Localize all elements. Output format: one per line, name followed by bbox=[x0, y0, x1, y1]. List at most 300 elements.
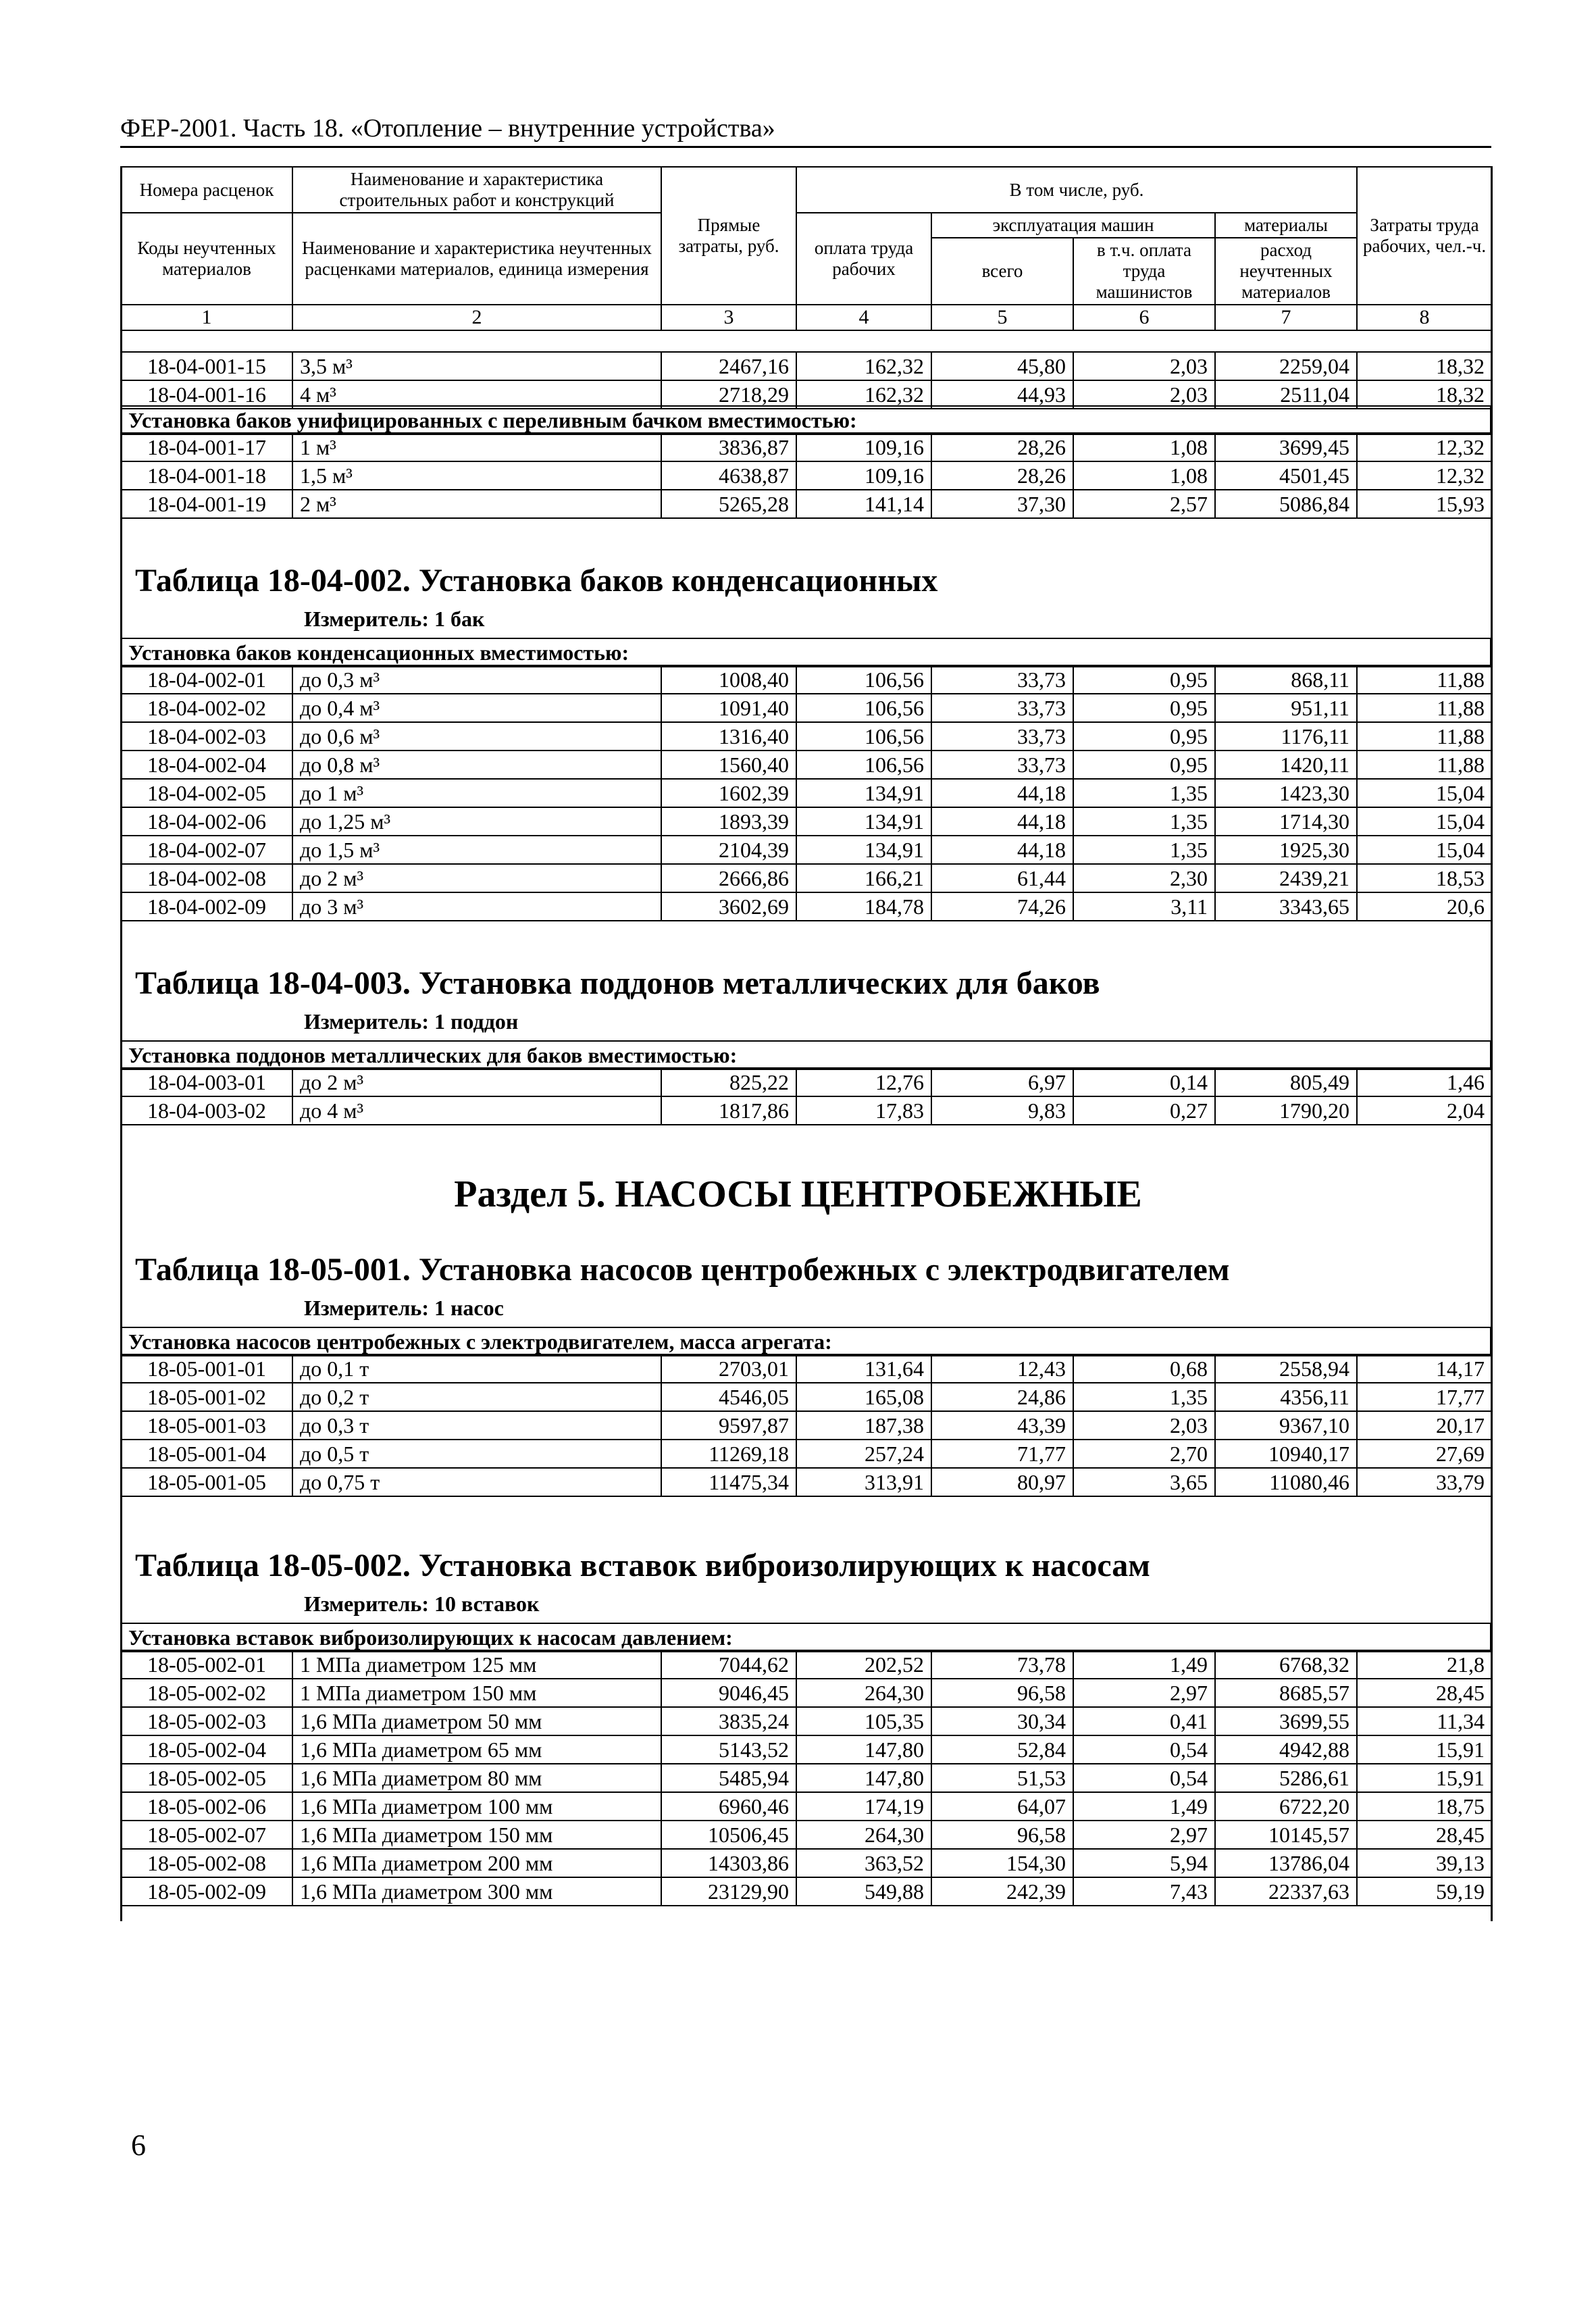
table-18-04-001-rows bbox=[120, 351, 1493, 409]
row-direct-cost: 14303,86 bbox=[661, 1849, 796, 1877]
row-machines-total: 37,30 bbox=[931, 490, 1073, 518]
row-wage: 106,56 bbox=[796, 665, 931, 694]
table-title: Таблица 18-04-003. Установка поддонов металлических для баков bbox=[135, 965, 1100, 1001]
row-materials: 6722,20 bbox=[1215, 1792, 1357, 1821]
row-direct-cost: 10506,45 bbox=[661, 1821, 796, 1849]
row-wage: 141,14 bbox=[796, 490, 931, 518]
row-labor: 11,88 bbox=[1357, 722, 1492, 751]
row-machinist-wage: 0,95 bbox=[1073, 665, 1215, 694]
row-machines-total: 28,26 bbox=[931, 433, 1073, 461]
row-machines-total: 96,58 bbox=[931, 1821, 1073, 1849]
row-machines-total: 30,34 bbox=[931, 1707, 1073, 1735]
row-machines-total: 44,18 bbox=[931, 836, 1073, 864]
row-materials: 13786,04 bbox=[1215, 1849, 1357, 1877]
row-name: 1 МПа диаметром 125 мм bbox=[292, 1650, 661, 1679]
table-row bbox=[121, 380, 1492, 409]
row-machines-total: 33,73 bbox=[931, 751, 1073, 779]
row-wage: 109,16 bbox=[796, 461, 931, 490]
row-machines-total: 96,58 bbox=[931, 1679, 1073, 1707]
row-materials: 1925,30 bbox=[1215, 836, 1357, 864]
row-code: 18-05-001-01 bbox=[121, 1354, 292, 1383]
table-row bbox=[121, 864, 1492, 892]
row-direct-cost: 3835,24 bbox=[661, 1707, 796, 1735]
row-machines-total: 80,97 bbox=[931, 1468, 1073, 1496]
row-wage: 187,38 bbox=[796, 1411, 931, 1440]
row-name: 1,6 МПа диаметром 300 мм bbox=[292, 1877, 661, 1906]
table-row bbox=[121, 1650, 1492, 1679]
row-name: 2 м³ bbox=[292, 490, 661, 518]
row-labor: 59,19 bbox=[1357, 1877, 1492, 1906]
row-materials: 3699,55 bbox=[1215, 1707, 1357, 1735]
row-wage: 202,52 bbox=[796, 1650, 931, 1679]
row-wage: 363,52 bbox=[796, 1849, 931, 1877]
table-row bbox=[121, 1764, 1492, 1792]
row-materials: 2511,04 bbox=[1215, 380, 1357, 409]
table-row bbox=[121, 1468, 1492, 1496]
row-direct-cost: 7044,62 bbox=[661, 1650, 796, 1679]
row-wage: 174,19 bbox=[796, 1792, 931, 1821]
row-materials: 11080,46 bbox=[1215, 1468, 1357, 1496]
row-wage: 131,64 bbox=[796, 1354, 931, 1383]
row-labor: 15,04 bbox=[1357, 836, 1492, 864]
table-18-05-002-section bbox=[120, 1623, 1491, 1652]
row-direct-cost: 2104,39 bbox=[661, 836, 796, 864]
row-materials: 4501,45 bbox=[1215, 461, 1357, 490]
row-materials: 10145,57 bbox=[1215, 1821, 1357, 1849]
row-wage: 109,16 bbox=[796, 433, 931, 461]
row-name: до 2 м³ bbox=[292, 1068, 661, 1096]
row-name: 1,6 МПа диаметром 200 мм bbox=[292, 1849, 661, 1877]
section-heading: Установка баков конденсационных вместимостью: bbox=[121, 638, 1491, 667]
row-wage: 162,32 bbox=[796, 352, 931, 380]
col-index: 7 bbox=[1215, 305, 1357, 330]
row-labor: 15,91 bbox=[1357, 1735, 1492, 1764]
row-machines-total: 73,78 bbox=[931, 1650, 1073, 1679]
row-materials: 3343,65 bbox=[1215, 892, 1357, 921]
row-code: 18-04-002-01 bbox=[121, 665, 292, 694]
table-row bbox=[121, 1821, 1492, 1849]
row-direct-cost: 1091,40 bbox=[661, 694, 796, 722]
row-wage: 549,88 bbox=[796, 1877, 931, 1906]
table-row bbox=[121, 1068, 1492, 1096]
table-row bbox=[121, 694, 1492, 722]
row-machinist-wage: 2,70 bbox=[1073, 1440, 1215, 1468]
table-row bbox=[121, 807, 1492, 836]
row-direct-cost: 2666,86 bbox=[661, 864, 796, 892]
table-18-04-001-section bbox=[120, 405, 1491, 435]
row-code: 18-05-002-08 bbox=[121, 1849, 292, 1877]
col-unaccounted-materials-header: расход неучтенных материалов bbox=[1215, 238, 1357, 305]
row-materials: 1420,11 bbox=[1215, 751, 1357, 779]
measure-unit: Измеритель: 1 поддон bbox=[304, 1009, 519, 1034]
section-title: Раздел 5. НАСОСЫ ЦЕНТРОБЕЖНЫЕ bbox=[454, 1173, 1142, 1215]
row-name: до 1,5 м³ bbox=[292, 836, 661, 864]
row-code: 18-05-002-07 bbox=[121, 1821, 292, 1849]
row-name: 1,6 МПа диаметром 100 мм bbox=[292, 1792, 661, 1821]
row-code: 18-05-002-01 bbox=[121, 1650, 292, 1679]
row-wage: 134,91 bbox=[796, 807, 931, 836]
row-name: 1,6 МПа диаметром 150 мм bbox=[292, 1821, 661, 1849]
row-materials: 3699,45 bbox=[1215, 433, 1357, 461]
row-name: до 1,25 м³ bbox=[292, 807, 661, 836]
row-direct-cost: 3836,87 bbox=[661, 433, 796, 461]
row-materials: 9367,10 bbox=[1215, 1411, 1357, 1440]
row-materials: 805,49 bbox=[1215, 1068, 1357, 1096]
row-machinist-wage: 1,35 bbox=[1073, 1383, 1215, 1411]
header-rule bbox=[120, 146, 1491, 148]
row-machinist-wage: 0,54 bbox=[1073, 1735, 1215, 1764]
row-name: до 4 м³ bbox=[292, 1096, 661, 1125]
row-code: 18-04-002-03 bbox=[121, 722, 292, 751]
table-row bbox=[121, 1411, 1492, 1440]
row-wage: 106,56 bbox=[796, 694, 931, 722]
table-row bbox=[121, 1354, 1492, 1383]
row-machines-total: 9,83 bbox=[931, 1096, 1073, 1125]
row-wage: 264,30 bbox=[796, 1679, 931, 1707]
table-row bbox=[121, 1792, 1492, 1821]
col-codes-header: Номера расценок bbox=[121, 167, 292, 213]
row-machinist-wage: 2,97 bbox=[1073, 1821, 1215, 1849]
row-name: до 0,75 т bbox=[292, 1468, 661, 1496]
row-name: 1 м³ bbox=[292, 433, 661, 461]
row-materials: 2558,94 bbox=[1215, 1354, 1357, 1383]
row-machines-total: 6,97 bbox=[931, 1068, 1073, 1096]
row-wage: 134,91 bbox=[796, 779, 931, 807]
row-labor: 2,04 bbox=[1357, 1096, 1492, 1125]
row-machinist-wage: 1,49 bbox=[1073, 1792, 1215, 1821]
row-materials: 22337,63 bbox=[1215, 1877, 1357, 1906]
row-name: до 0,8 м³ bbox=[292, 751, 661, 779]
row-labor: 18,32 bbox=[1357, 352, 1492, 380]
row-wage: 106,56 bbox=[796, 751, 931, 779]
row-code: 18-04-002-02 bbox=[121, 694, 292, 722]
table-row bbox=[121, 1440, 1492, 1468]
col-index: 5 bbox=[931, 305, 1073, 330]
row-direct-cost: 9597,87 bbox=[661, 1411, 796, 1440]
row-labor: 28,45 bbox=[1357, 1679, 1492, 1707]
row-code: 18-05-001-04 bbox=[121, 1440, 292, 1468]
row-machinist-wage: 1,35 bbox=[1073, 836, 1215, 864]
row-labor: 20,6 bbox=[1357, 892, 1492, 921]
row-direct-cost: 1602,39 bbox=[661, 779, 796, 807]
table-row bbox=[121, 1707, 1492, 1735]
table-row bbox=[121, 1383, 1492, 1411]
col-machines-header: эксплуатация машин bbox=[931, 213, 1215, 238]
row-machinist-wage: 0,68 bbox=[1073, 1354, 1215, 1383]
table-18-05-001-rows bbox=[120, 1354, 1493, 1497]
section-heading: Установка поддонов металлических для баков вместимостью: bbox=[121, 1041, 1491, 1069]
row-machines-total: 74,26 bbox=[931, 892, 1073, 921]
row-name: 1,6 МПа диаметром 50 мм bbox=[292, 1707, 661, 1735]
row-code: 18-05-002-03 bbox=[121, 1707, 292, 1735]
table-row bbox=[121, 1735, 1492, 1764]
row-materials: 10940,17 bbox=[1215, 1440, 1357, 1468]
row-machinist-wage: 0,95 bbox=[1073, 722, 1215, 751]
row-direct-cost: 1560,40 bbox=[661, 751, 796, 779]
row-name: до 1 м³ bbox=[292, 779, 661, 807]
row-materials: 1714,30 bbox=[1215, 807, 1357, 836]
row-labor: 18,53 bbox=[1357, 864, 1492, 892]
row-materials: 6768,32 bbox=[1215, 1650, 1357, 1679]
row-materials: 5286,61 bbox=[1215, 1764, 1357, 1792]
row-direct-cost: 1893,39 bbox=[661, 807, 796, 836]
row-wage: 165,08 bbox=[796, 1383, 931, 1411]
row-code: 18-04-002-05 bbox=[121, 779, 292, 807]
row-labor: 18,75 bbox=[1357, 1792, 1492, 1821]
row-direct-cost: 5143,52 bbox=[661, 1735, 796, 1764]
section-heading: Установка баков унифицированных с переливным бачком вместимостью: bbox=[121, 406, 1491, 434]
row-machinist-wage: 2,97 bbox=[1073, 1679, 1215, 1707]
row-direct-cost: 1316,40 bbox=[661, 722, 796, 751]
row-direct-cost: 2718,29 bbox=[661, 380, 796, 409]
row-machinist-wage: 3,11 bbox=[1073, 892, 1215, 921]
row-labor: 17,77 bbox=[1357, 1383, 1492, 1411]
table-18-04-001-rows-2 bbox=[120, 432, 1493, 519]
col-wage-header: оплата труда рабочих bbox=[796, 213, 931, 305]
table-row bbox=[121, 836, 1492, 864]
row-machines-total: 44,18 bbox=[931, 779, 1073, 807]
row-direct-cost: 4638,87 bbox=[661, 461, 796, 490]
col-index: 3 bbox=[661, 305, 796, 330]
col-materials-header: материалы bbox=[1215, 213, 1357, 238]
table-title: Таблица 18-04-002. Установка баков конденсационных bbox=[135, 563, 938, 599]
row-machinist-wage: 1,35 bbox=[1073, 779, 1215, 807]
row-direct-cost: 1817,86 bbox=[661, 1096, 796, 1125]
row-machinist-wage: 0,95 bbox=[1073, 694, 1215, 722]
row-machinist-wage: 2,57 bbox=[1073, 490, 1215, 518]
measure-unit: Измеритель: 10 вставок bbox=[304, 1592, 540, 1616]
row-machines-total: 71,77 bbox=[931, 1440, 1073, 1468]
row-labor: 11,88 bbox=[1357, 751, 1492, 779]
row-machines-total: 33,73 bbox=[931, 722, 1073, 751]
row-machinist-wage: 0,27 bbox=[1073, 1096, 1215, 1125]
row-code: 18-04-002-07 bbox=[121, 836, 292, 864]
table-18-04-003-section bbox=[120, 1040, 1491, 1070]
table-row bbox=[121, 433, 1492, 461]
table-title: Таблица 18-05-002. Установка вставок виброизолирующих к насосам bbox=[135, 1548, 1150, 1583]
row-wage: 147,80 bbox=[796, 1735, 931, 1764]
table-title: Таблица 18-05-001. Установка насосов центробежных с электродвигателем bbox=[135, 1252, 1230, 1288]
row-code: 18-04-001-19 bbox=[121, 490, 292, 518]
row-machines-total: 51,53 bbox=[931, 1764, 1073, 1792]
row-labor: 39,13 bbox=[1357, 1849, 1492, 1877]
row-direct-cost: 825,22 bbox=[661, 1068, 796, 1096]
row-machines-total: 33,73 bbox=[931, 665, 1073, 694]
table-row bbox=[121, 1849, 1492, 1877]
row-name: 1,6 МПа диаметром 80 мм bbox=[292, 1764, 661, 1792]
table-row bbox=[121, 490, 1492, 518]
row-code: 18-05-001-05 bbox=[121, 1468, 292, 1496]
row-code: 18-04-001-18 bbox=[121, 461, 292, 490]
row-name: 3,5 м³ bbox=[292, 352, 661, 380]
row-code: 18-04-003-02 bbox=[121, 1096, 292, 1125]
page-number: 6 bbox=[131, 2129, 146, 2162]
row-machinist-wage: 2,03 bbox=[1073, 352, 1215, 380]
table-row bbox=[121, 892, 1492, 921]
col-index: 4 bbox=[796, 305, 931, 330]
row-direct-cost: 2467,16 bbox=[661, 352, 796, 380]
row-direct-cost: 6960,46 bbox=[661, 1792, 796, 1821]
row-machines-total: 154,30 bbox=[931, 1849, 1073, 1877]
row-labor: 11,88 bbox=[1357, 694, 1492, 722]
row-machinist-wage: 1,08 bbox=[1073, 433, 1215, 461]
row-labor: 15,04 bbox=[1357, 779, 1492, 807]
row-code: 18-04-002-06 bbox=[121, 807, 292, 836]
row-wage: 162,32 bbox=[796, 380, 931, 409]
row-machinist-wage: 1,35 bbox=[1073, 807, 1215, 836]
row-machinist-wage: 2,03 bbox=[1073, 1411, 1215, 1440]
row-labor: 21,8 bbox=[1357, 1650, 1492, 1679]
row-machinist-wage: 0,41 bbox=[1073, 1707, 1215, 1735]
row-wage: 184,78 bbox=[796, 892, 931, 921]
row-materials: 2439,21 bbox=[1215, 864, 1357, 892]
col-material-codes-header: Коды неучтенных материалов bbox=[121, 213, 292, 305]
row-wage: 12,76 bbox=[796, 1068, 931, 1096]
row-labor: 14,17 bbox=[1357, 1354, 1492, 1383]
row-wage: 105,35 bbox=[796, 1707, 931, 1735]
row-code: 18-04-003-01 bbox=[121, 1068, 292, 1096]
row-name: до 0,3 т bbox=[292, 1411, 661, 1440]
row-labor: 15,04 bbox=[1357, 807, 1492, 836]
table-row bbox=[121, 1096, 1492, 1125]
table-18-04-003-rows bbox=[120, 1067, 1493, 1125]
row-machines-total: 44,93 bbox=[931, 380, 1073, 409]
table-18-04-002-rows bbox=[120, 665, 1493, 921]
row-machines-total: 242,39 bbox=[931, 1877, 1073, 1906]
row-materials: 951,11 bbox=[1215, 694, 1357, 722]
row-wage: 106,56 bbox=[796, 722, 931, 751]
row-name: до 0,6 м³ bbox=[292, 722, 661, 751]
row-machines-total: 45,80 bbox=[931, 352, 1073, 380]
row-machinist-wage: 3,65 bbox=[1073, 1468, 1215, 1496]
row-labor: 15,91 bbox=[1357, 1764, 1492, 1792]
row-labor: 1,46 bbox=[1357, 1068, 1492, 1096]
table-row bbox=[121, 779, 1492, 807]
col-index: 2 bbox=[292, 305, 661, 330]
row-machinist-wage: 2,30 bbox=[1073, 864, 1215, 892]
row-code: 18-05-002-06 bbox=[121, 1792, 292, 1821]
row-wage: 17,83 bbox=[796, 1096, 931, 1125]
table-row bbox=[121, 461, 1492, 490]
table-18-04-002-section bbox=[120, 638, 1491, 667]
row-labor: 20,17 bbox=[1357, 1411, 1492, 1440]
row-code: 18-04-002-08 bbox=[121, 864, 292, 892]
row-machines-total: 43,39 bbox=[931, 1411, 1073, 1440]
row-wage: 264,30 bbox=[796, 1821, 931, 1849]
row-name: 1 МПа диаметром 150 мм bbox=[292, 1679, 661, 1707]
col-index: 6 bbox=[1073, 305, 1215, 330]
row-machinist-wage: 0,54 bbox=[1073, 1764, 1215, 1792]
row-code: 18-05-002-02 bbox=[121, 1679, 292, 1707]
row-wage: 166,21 bbox=[796, 864, 931, 892]
row-direct-cost: 23129,90 bbox=[661, 1877, 796, 1906]
row-direct-cost: 11269,18 bbox=[661, 1440, 796, 1468]
table-row bbox=[121, 722, 1492, 751]
row-machines-total: 64,07 bbox=[931, 1792, 1073, 1821]
row-name: до 0,4 м³ bbox=[292, 694, 661, 722]
row-machinist-wage: 2,03 bbox=[1073, 380, 1215, 409]
row-code: 18-05-001-03 bbox=[121, 1411, 292, 1440]
col-material-name-header: Наименование и характеристика неучтенных расценками материалов, единица измерения bbox=[292, 213, 661, 305]
row-labor: 11,88 bbox=[1357, 665, 1492, 694]
row-labor: 18,32 bbox=[1357, 380, 1492, 409]
row-labor: 27,69 bbox=[1357, 1440, 1492, 1468]
row-materials: 1176,11 bbox=[1215, 722, 1357, 751]
row-labor: 15,93 bbox=[1357, 490, 1492, 518]
col-group-header: В том числе, руб. bbox=[796, 167, 1357, 213]
column-header bbox=[120, 166, 1493, 331]
row-name: 1,6 МПа диаметром 65 мм bbox=[292, 1735, 661, 1764]
table-18-05-002-rows bbox=[120, 1650, 1493, 1906]
row-machines-total: 12,43 bbox=[931, 1354, 1073, 1383]
row-name: до 0,2 т bbox=[292, 1383, 661, 1411]
row-name: 1,5 м³ bbox=[292, 461, 661, 490]
table-row bbox=[121, 352, 1492, 380]
row-materials: 868,11 bbox=[1215, 665, 1357, 694]
table-18-05-001-section bbox=[120, 1327, 1491, 1356]
row-labor: 12,32 bbox=[1357, 461, 1492, 490]
row-name: до 0,5 т bbox=[292, 1440, 661, 1468]
row-machinist-wage: 0,14 bbox=[1073, 1068, 1215, 1096]
row-materials: 1423,30 bbox=[1215, 779, 1357, 807]
row-materials: 8685,57 bbox=[1215, 1679, 1357, 1707]
row-materials: 1790,20 bbox=[1215, 1096, 1357, 1125]
row-wage: 134,91 bbox=[796, 836, 931, 864]
row-labor: 33,79 bbox=[1357, 1468, 1492, 1496]
row-name: до 0,1 т bbox=[292, 1354, 661, 1383]
row-machines-total: 28,26 bbox=[931, 461, 1073, 490]
row-wage: 147,80 bbox=[796, 1764, 931, 1792]
row-materials: 4356,11 bbox=[1215, 1383, 1357, 1411]
row-wage: 313,91 bbox=[796, 1468, 931, 1496]
row-machinist-wage: 1,08 bbox=[1073, 461, 1215, 490]
row-name: 4 м³ bbox=[292, 380, 661, 409]
row-machines-total: 24,86 bbox=[931, 1383, 1073, 1411]
row-materials: 5086,84 bbox=[1215, 490, 1357, 518]
row-machines-total: 61,44 bbox=[931, 864, 1073, 892]
row-direct-cost: 1008,40 bbox=[661, 665, 796, 694]
row-machines-total: 44,18 bbox=[931, 807, 1073, 836]
running-header: ФЕР-2001. Часть 18. «Отопление – внутренние устройства» bbox=[120, 114, 775, 143]
row-machinist-wage: 5,94 bbox=[1073, 1849, 1215, 1877]
row-labor: 11,34 bbox=[1357, 1707, 1492, 1735]
col-name-header: Наименование и характеристика строительных работ и конструкций bbox=[292, 167, 661, 213]
measure-unit: Измеритель: 1 насос bbox=[304, 1296, 504, 1320]
col-machines-total-header: всего bbox=[931, 238, 1073, 305]
row-code: 18-04-001-17 bbox=[121, 433, 292, 461]
table-row bbox=[121, 665, 1492, 694]
section-heading: Установка вставок виброизолирующих к насосам давлением: bbox=[121, 1623, 1491, 1652]
row-code: 18-04-001-15 bbox=[121, 352, 292, 380]
row-name: до 2 м³ bbox=[292, 864, 661, 892]
row-code: 18-04-002-04 bbox=[121, 751, 292, 779]
row-labor: 28,45 bbox=[1357, 1821, 1492, 1849]
row-code: 18-04-002-09 bbox=[121, 892, 292, 921]
row-labor: 12,32 bbox=[1357, 433, 1492, 461]
row-machines-total: 52,84 bbox=[931, 1735, 1073, 1764]
col-labor-header: Затраты труда рабочих, чел.-ч. bbox=[1357, 167, 1492, 305]
table-row bbox=[121, 1877, 1492, 1906]
row-code: 18-05-002-04 bbox=[121, 1735, 292, 1764]
row-direct-cost: 11475,34 bbox=[661, 1468, 796, 1496]
table-row bbox=[121, 1679, 1492, 1707]
row-code: 18-05-002-05 bbox=[121, 1764, 292, 1792]
row-direct-cost: 3602,69 bbox=[661, 892, 796, 921]
row-materials: 4942,88 bbox=[1215, 1735, 1357, 1764]
col-index: 8 bbox=[1357, 305, 1492, 330]
row-direct-cost: 5265,28 bbox=[661, 490, 796, 518]
row-materials: 2259,04 bbox=[1215, 352, 1357, 380]
